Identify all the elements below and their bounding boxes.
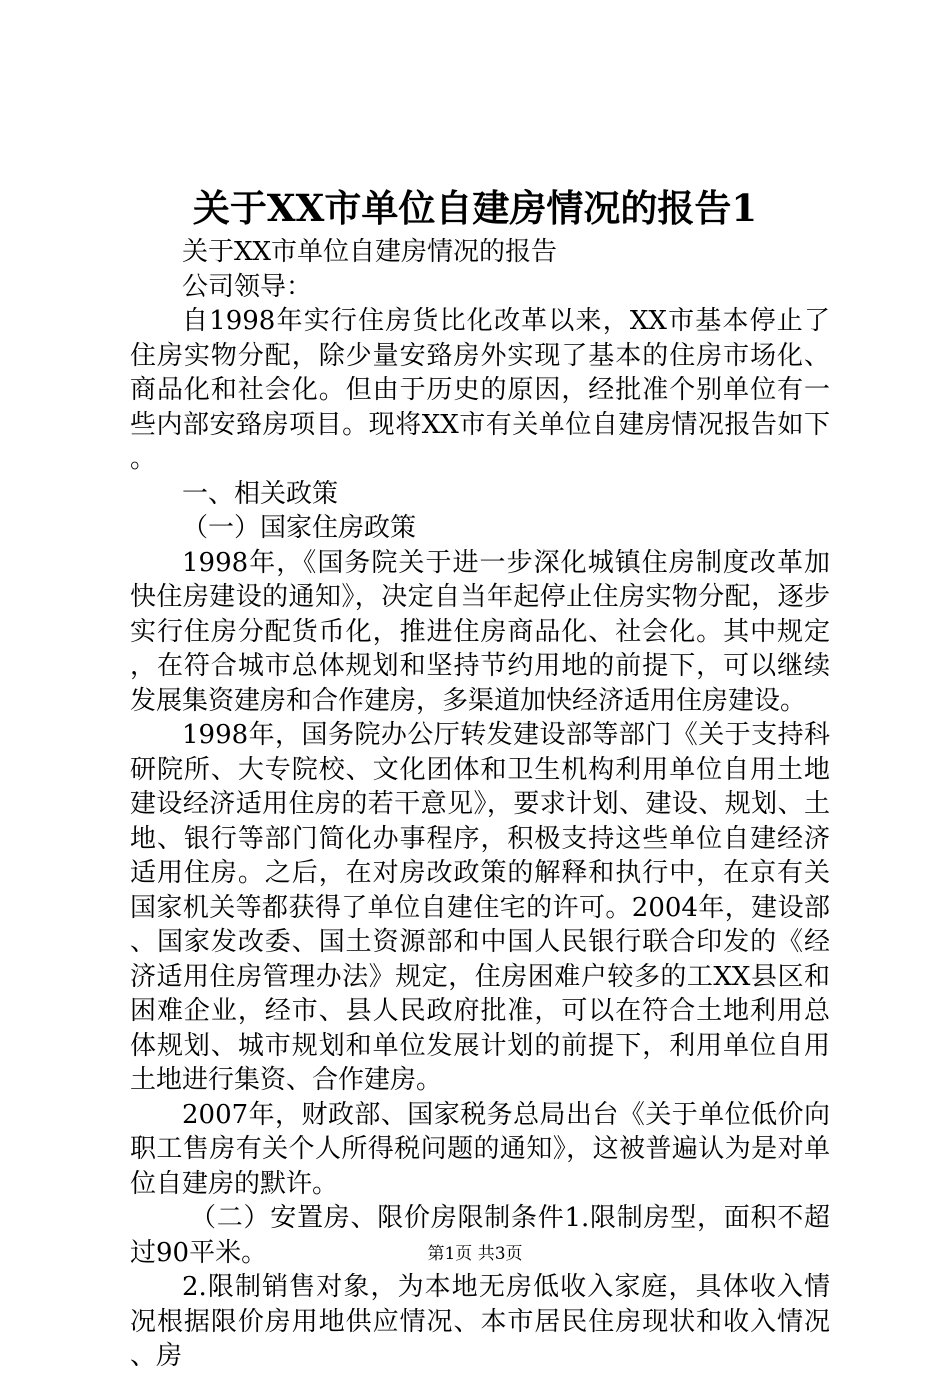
page-number: 第1页 共3页 (427, 1244, 523, 1264)
document-title: 关于XX市单位自建房情况的报告1 (192, 186, 758, 230)
paragraph-1998-notice: 1998年，《国务院关于进一步深化城镇住房制度改革加快住房建设的通知》，决定自当年起停止住房实物分配，逐步实行住房分配货币化，推进住房商品化、社会化。其中规定，在符合城市总体规划和坚持节约用地的前提下，可以继续发展集资建房和合作建房，多渠道加快经济适用住房建设。 (130, 547, 830, 716)
document-body (130, 235, 830, 1374)
salutation: 公司领导： (182, 271, 313, 302)
report-subtitle: 关于XX市单位自建房情况的报告 (182, 237, 558, 267)
paragraph-1998-opinions: 1998年，国务院办公厅转发建设部等部门《关于支持科研院所、大专院校、文化团体和卫生机构利用单位自用土地建设经济适用住房的若干意见》，要求计划、建设、规划、土地、银行等部门简化办事程序，积极支持这些单位自建经济适用住房。之后，在对房改政策的解释和执行中，在京有关国家机关等都获得了单位自建住宅的许可。2004年，建设部、国家发改委、国土资源部和中国人民银行联合印发的《经济适用住房管理办法》规定，住房困难户较多的工XX县区和困难企业，经市、县人民政府批准，可以在符合土地利用总体规划、城市规划和单位发展计划的前提下，利用单位自用土地进行集资、合作建房。 (130, 720, 830, 1095)
paragraph-sales-restriction: 2.限制销售对象，为本地无房低收入家庭，具体收入情况根据限价房用地供应情况、本市居民住房现状和收入情况、房 (130, 1272, 830, 1371)
subsection-heading-national-policy: （一）国家住房政策 (182, 513, 417, 543)
subsection-heading-restrictions: （二）安置房、限价房限制条件1.限制房型，面积不超过90平米。 (130, 1203, 830, 1268)
section-heading-policies: 一、相关政策 (182, 478, 339, 509)
paragraph-2007-tax-notice: 2007年，财政部、国家税务总局出台《关于单位低价向职工售房有关个人所得税问题的通知》，这被普遍认为是对单位自建房的默许。 (130, 1099, 830, 1199)
intro-paragraph: 自1998年实行住房货比化改革以来，XX市基本停止了住房实物分配，除少量安臵房外实现了基本的住房市场化、商品化和社会化。但由于历史的原因，经批准个别单位有一些内部安臵房项目。现将XX市有关单位自建房情况报告如下。 (130, 306, 830, 474)
